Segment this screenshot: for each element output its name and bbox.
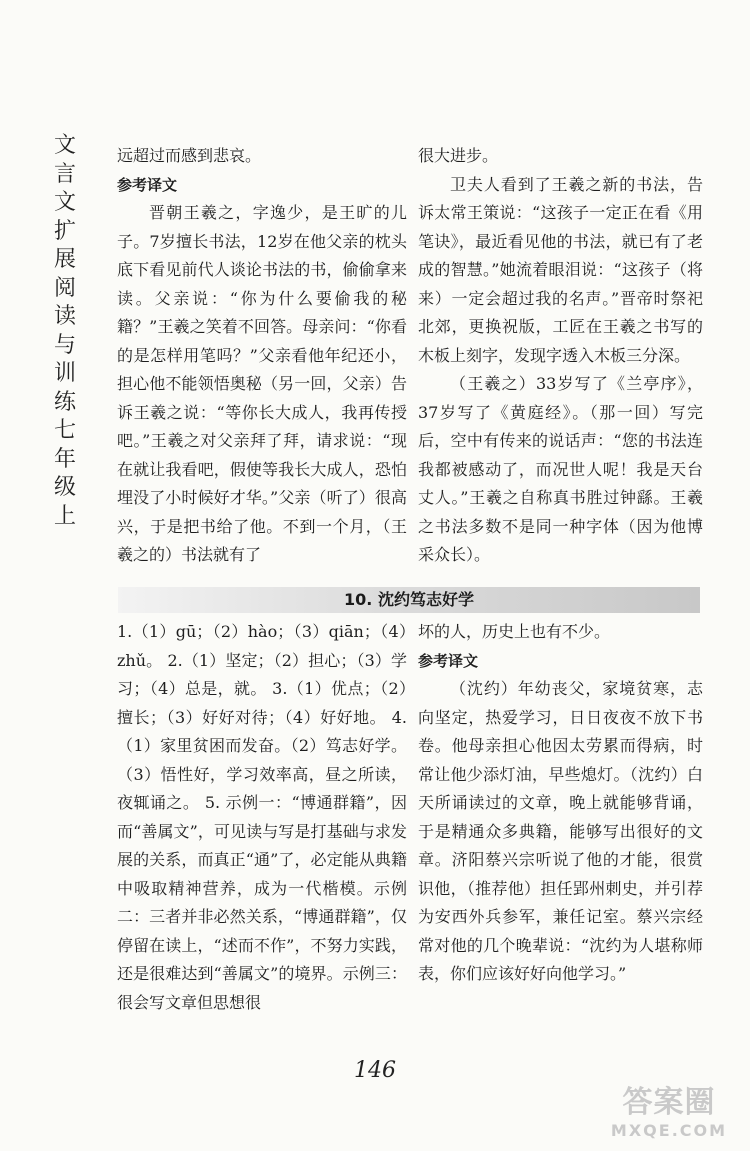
side-title-char: 读 (53, 304, 76, 329)
side-title-char: 扩 (53, 218, 76, 244)
side-title-char: 展 (53, 247, 76, 272)
side-title-char: 练 (53, 389, 76, 415)
top-right-column (418, 142, 703, 570)
side-title-char: 文 (53, 190, 76, 215)
continuation-line: 坏的人，历史上也有不少。 (418, 622, 611, 641)
translation-paragraph: 卫夫人看到了王羲之新的书法，告诉太常王策说：“这孩子一定正在看《用笔诀》，最近看见他的书法，就已有了老成的智慧。”她流着眼泪说：“这孩子（将来）一定会超过我的名声。”晋帝时祭祀北郊，更换祝版，工匠在王羲之书写的木板上刻字，发现字透入木板三分深。 (418, 174, 703, 365)
section-heading: 参考译文 (117, 175, 178, 194)
answers-paragraph: 1.（1）gū；（2）hào；（3）qiān；（4）zhǔ。 2.（1）坚定；（2）担心；（3）学习；（4）总是，就。 3.（1）优点；（2）擅长；（3）好好对待；（4）好好地。 4.（1）家里贫困而发奋。（2）笃志好学。（3）悟性好，学习效率高，昼之所读，夜辄诵之。 5. 示例一：“博通群籍”，因而“善属文”，可见读与写是打基础与求发展的关系，而真正“通”了，必定能从典籍中吸取精神营养，成为一代楷模。示例二：三者并非必然关系，“博通群籍”，仅停留在读上，“述而不作”，不努力实践，还是很难达到“善属文”的境界。示例三：很会写文章但思想很 (117, 622, 407, 1012)
side-title-char: 年 (53, 446, 76, 472)
section-banner-title: 10. 沈约笃志好学 (118, 587, 700, 613)
side-title-char: 阅 (53, 275, 76, 301)
bottom-right-column (418, 618, 703, 989)
continuation-line: 远超过而感到悲哀。 (117, 146, 262, 165)
side-book-title (50, 132, 80, 531)
translation-paragraph: 晋朝王羲之，字逸少，是王旷的儿子。7岁擅长书法，12岁在他父亲的枕头底下看见前代人谈论书法的书，偷偷拿来读。父亲说：“你为什么要偷我的秘籍？”王羲之笑着不回答。母亲问：“你看的是怎样用笔吗？”父亲看他年纪还小，担心他不能领悟奥秘（另一回，父亲）告诉王羲之说：“等你长大成人，我再传授吧。”王羲之对父亲拜了拜，请求说：“现在就让我看吧，假使等我长大成人，恐怕埋没了小时候好才华。”父亲（听了）很高兴，于是把书给了他。不到一个月，（王羲之的）书法就有了 (117, 203, 407, 564)
side-title-char: 训 (53, 361, 76, 386)
translation-paragraph: （沈约）年幼丧父，家境贫寒，志向坚定，热爱学习，日日夜夜不放下书卷。他母亲担心他因太劳累而得病，时常让他少添灯油，早些熄灯。（沈约）白天所诵读过的文章，晚上就能够背诵，于是精通众多典籍，能够写出很好的文章。济阳蔡兴宗听说了他的才能，很赏识他，（推荐他）担任郢州刺史，并引荐为安西外兵参军，兼任记室。蔡兴宗经常对他的几个晚辈说：“沈约为人堪称师表，你们应该好好向他学习。” (418, 679, 703, 983)
watermark-url: MXQE.COM (610, 1121, 728, 1140)
side-title-char: 上 (53, 503, 76, 529)
side-title-char: 言 (53, 161, 76, 187)
watermark-text: 答案圈 (622, 1085, 716, 1120)
translation-paragraph: （王羲之）33岁写了《兰亭序》，37岁写了《黄庭经》。（那一回）写完后，空中有传来的说话声：“您的书法连我都被感动了，而况世人呢！我是天台丈人。”王羲之自称真书胜过钟繇。王羲之书法多数不是同一种字体（因为他博采众长）。 (418, 374, 703, 564)
top-left-column (117, 142, 407, 570)
section-heading: 参考译文 (418, 651, 479, 670)
page-number: 146 (354, 1058, 396, 1083)
side-title-char: 与 (53, 332, 76, 358)
continuation-line: 很大进步。 (418, 146, 499, 165)
watermark-logo (594, 1085, 744, 1145)
side-title-char: 七 (53, 418, 76, 443)
side-title-char: 级 (53, 475, 76, 500)
bottom-left-column (117, 618, 407, 1017)
side-title-char: 文 (53, 133, 76, 158)
